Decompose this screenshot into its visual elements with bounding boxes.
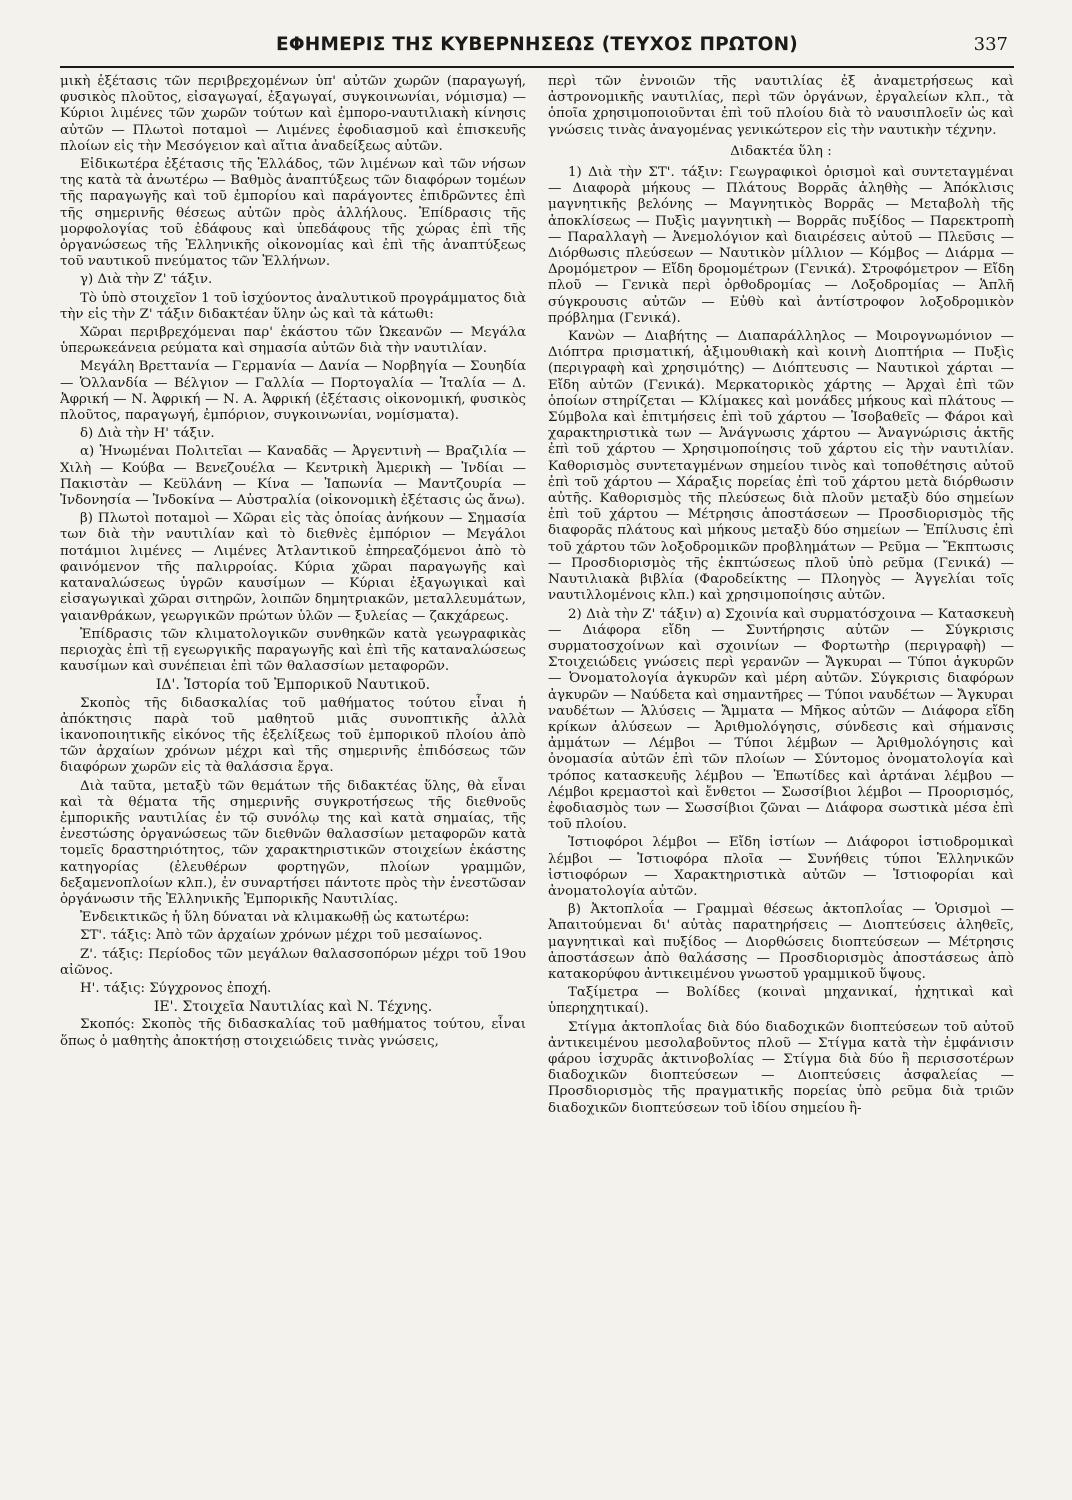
paragraph: Μεγάλη Βρεττανία — Γερμανία — Δανία — Νορβηγία — Σουηδία — Ὁλλανδία — Βέλγιον — Γαλλία — Πορτογαλία — Ἰταλία — Δ. Ἀφρική — Ν. Ἀφρική — Ν. Α. Ἀφρική (ἐξέτασις οἰκονομική, φυσικὸς πλοῦτος, παραγωγή, ἐμπόριον, συγκοινωνίαι, νομίσματα).: [60, 359, 526, 424]
section-heading: ΙΔ'. Ἱστορία τοῦ Ἐμπορικοῦ Ναυτικοῦ.: [155, 677, 431, 694]
subheading: δ) Διὰ τὴν Η' τάξιν.: [80, 426, 215, 442]
page-header: [60, 34, 1014, 64]
paragraph: 2) Διὰ τὴν Ζ' τάξιν) α) Σχοινία καὶ συρματόσχοινα — Κατασκευὴ — Διάφορα εἴδη — Συντήρησις αὐτῶν — Σύγκρισις συρματοσχοίνων καὶ σχοινίων — Φορτωτὴρ (περιγραφὴ) — Στοιχειώδεις γνώσεις περὶ γερανῶν — Ἄγκυραι — Τύποι ἀγκυρῶν — Ὀνοματολογία ἀγκυρῶν καὶ μέρη αὐτῶν. Σύγκρισις διαφόρων ἀγκυρῶν — Ναύδετα καὶ σημαντῆρες — Τύποι ναυδέτων — Ἄγκυραι ναυδέτων — Ἁλύσεις — Ἄμματα — Μῆκος αὐτῶν — Διάφορα εἴδη κρίκων ἁλύσεων — Ἀριθμολόγησις, σύνδεσις καὶ σήμανσις ἀμμάτων — Λέμβοι — Τύποι λέμβων — Ἀριθμολόγησις καὶ ὀνομασία αὐτῶν ἐπὶ τῶν πλοίων — Σύντομος ὀνοματολογία καὶ τρόπος κατασκευῆς λέμβου — Ἐπωτίδες καὶ ἀρτάναι λέμβου — Λέμβοι κρεμαστοὶ καὶ ἔνθετοι — Σωσσίβιοι λέμβοι — Προορισμός, ἐφοδιασμὸς των — Σωσσίβιοι ζῶναι — Διάφορα σωστικὰ μέσα ἐπὶ τοῦ πλοίου.: [548, 606, 1014, 833]
paragraph: ΣΤ'. τάξις: Ἀπὸ τῶν ἀρχαίων χρόνων μέχρι τοῦ μεσαίωνος.: [80, 928, 483, 944]
paragraph: Ταξίμετρα — Βολίδες (κοιναὶ μηχανικαί, ἠχητικαὶ καὶ ὑπερηχητικαί).: [548, 985, 1014, 1017]
paragraph: β) Ἀκτοπλοΐα — Γραμμαὶ θέσεως ἀκτοπλοΐας — Ὁρισμοὶ — Ἀπαιτούμεναι δι' αὐτὰς παρατηρήσεις — Διοπτεύσεις ἀληθεῖς, μαγνητικαὶ καὶ πυξίδος — Διορθώσεις διοπτεύσεων — Μέτρησις ἀποστάσεων ἀπὸ θαλάσσης — Προσδιορισμὸς ἀποστάσεως ἀπὸ κατακορύφου ἀντικειμένου γνωστοῦ γραμμικοῦ ὕψους.: [548, 902, 1014, 982]
paragraph: Κανὼν — Διαβήτης — Διαπαράλληλος — Μοιρογνωμόνιον — Διόπτρα πρισματική, ἀξιμουθιακὴ καὶ κοινὴ Διοπτήρια — Πυξὶς (περιγραφὴ καὶ χρησιμότης) — Διόπτευσις — Ναυτικοὶ χάρται — Εἴδη αὐτῶν (Γενικά). Μερκατορικὸς χάρτης — Ἀρχαὶ ἐπὶ τῶν ὁποίων στηρίζεται — Κλίμακες καὶ μονάδες μήκους καὶ πλάτους — Σύμβολα καὶ ἐπιτμήσεις ἐπὶ τοῦ χάρτου — Ἰσοβαθεῖς — Φάροι καὶ χαρακτηριστικὰ των — Ἀνάγνωσις χάρτου — Ἀναγνώρισις ἀκτῆς ἐπὶ τοῦ χάρτου — Χρησιμοποίησις τοῦ χάρτου εἰς τὴν ναυτιλίαν. Καθορισμὸς συντεταγμένων σημείου τινὸς καὶ τοποθέτησις αὐτοῦ ἐπὶ τοῦ χάρτου — Χάραξις πορείας ἐπὶ τοῦ χάρτου μετὰ διόρθωσιν αὐτῆς. Καθορισμὸς τῆς πλεύσεως διὰ πλοῦν μεταξὺ δύο σημείων ἐπὶ τοῦ χάρτου — Μέτρησις ἀποστάσεων — Προσδιορισμὸς τῆς διαφορᾶς πλάτους καὶ μήκους μεταξὺ δύο σημείων — Ἐπίλυσις ἐπὶ τοῦ χάρτου τῶν λοξοδρομικῶν προβλημάτων — Ρεῦμα — Ἔκπτωσις — Προσδιορισμὸς τῆς ἐκπτώσεως πλοῦ ὑπὸ ρεῦμα (Γενικά) — Ναυτιλιακὰ βιβλία (Φαροδείκτης — Πλοηγὸς — Ἀγγελίαι τοῖς ναυτιλλομένοις κλπ.) καὶ χρησιμοποίησις αὐτῶν.: [548, 329, 1014, 604]
subheading: Διδακτέα ὕλη :: [730, 143, 832, 159]
paragraph: Τὸ ὑπὸ στοιχεῖον 1 τοῦ ἰσχύοντος ἀναλυτικοῦ προγράμματος διὰ τὴν εἰς τὴν Ζ' τάξιν διδακτέαν ὕλην ὡς καὶ τὰ κάτωθι:: [60, 290, 526, 322]
paragraph: Σκοπός: Σκοπὸς τῆς διδασκαλίας τοῦ μαθήματος τούτου, εἶναι ὅπως ὁ μαθητὴς ἀποκτήσῃ στοιχειώδεις τινὰς γνώσεις,: [60, 1017, 526, 1049]
paragraph: Εἰδικωτέρα ἐξέτασις τῆς Ἑλλάδος, τῶν λιμένων καὶ τῶν νήσων της κατὰ τὰ ἀνωτέρω — Βαθμὸς ἀναπτύξεως τῶν διαφόρων τομέων τῆς παραγωγῆς καὶ τοῦ ἐμπορίου καὶ παράγοντες ἐπιδρῶντες ἐπὶ τῆς σημερινῆς θέσεως αὐτῶν πρὸς ἀλλήλους. Ἐπίδρασις τῆς μορφολογίας τοῦ ἐδάφους καὶ ὑπεδάφους τῆς χώρας ἐπὶ τῆς ὀργανώσεως τῆς Ἑλληνικῆς οἰκονομίας καὶ ἐπὶ τῆς ἀναπτύξεως τοῦ ναυτικοῦ πνεύματος τῶν Ἑλλήνων.: [60, 157, 526, 270]
subheading: γ) Διὰ τὴν Ζ' τάξιν.: [80, 272, 213, 288]
paragraph: Ζ'. τάξις: Περίοδος τῶν μεγάλων θαλασσοπόρων μέχρι τοῦ 19ου αἰῶνος.: [60, 946, 526, 978]
paragraph: Στίγμα ἀκτοπλοΐας διὰ δύο διαδοχικῶν διοπτεύσεων τοῦ αὐτοῦ ἀντικειμένου μεσολαβοῦντος πλοῦ — Στίγμα κατὰ τὴν ἐμφάνισιν φάρου ἰσχυρᾶς ἀκτινοβολίας — Στίγμα διὰ δύο ἢ περισσοτέρων διαδοχικῶν διοπτεύσεων — Διοπτεύσεις ἀσφαλείας — Προσδιορισμὸς τῆς πραγματικῆς πορείας ὑπὸ ρεῦμα διὰ τριῶν διαδοχικῶν διοπτεύσεων τοῦ ἰδίου σημείου ἢ-: [548, 1019, 1014, 1116]
gazette-title: ΕΦΗΜΕΡΙΣ ΤΗΣ ΚΥΒΕΡΝΗΣΕΩΣ (ΤΕΥΧΟΣ ΠΡΩΤΟΝ): [276, 34, 798, 55]
paragraph: Σκοπὸς τῆς διδασκαλίας τοῦ μαθήματος τούτου εἶναι ἡ ἀπόκτησις παρὰ τοῦ μαθητοῦ μιᾶς συνοπτικῆς ἀλλὰ ἱκανοποιητικῆς εἰκόνος τῆς ἐξελίξεως τοῦ ἐμπορικοῦ πλοίου ἀπὸ τῶν ἀρχαίων χρόνων μέχρι καὶ τῆς σημερινῆς ἐπιδόσεως τῶν διαφόρων χωρῶν εἰς τὰ θαλάσσια ἔργα.: [60, 695, 526, 776]
paragraph: περὶ τῶν ἐννοιῶν τῆς ναυτιλίας ἐξ ἀναμετρήσεως καὶ ἀστρονομικῆς ναυτιλίας, περὶ τῶν ὀργάνων, ἐργαλείων κλπ., τὰ ὁποῖα χρησιμοποιοῦνται ἐπὶ τοῦ πλοίου διὰ τὸ ναυσιπλοεῖν ὡς καὶ γνώσεις τινὰς ἀναγομένας γενικώτερον εἰς τὴν ναυτικὴν τέχνην.: [548, 74, 1014, 138]
paragraph: μικὴ ἐξέτασις τῶν περιβρεχομένων ὑπ' αὐτῶν χωρῶν (παραγωγή, φυσικὸς πλοῦτος, εἰσαγωγαί, ἐξαγωγαί, συγκοινωνίαι, νόμισμα) — Κύριοι λιμένες τῶν χωρῶν τούτων καὶ ἐμπορο-ναυτιλιακὴ κίνησις αὐτῶν — Πλωτοὶ ποταμοὶ — Λιμένες ἐφοδιασμοῦ καὶ ἐπισκευῆς πλοίων εἰς τὴν Μεσόγειον καὶ αἴτια ἀναδείξεως αὐτῶν.: [60, 74, 526, 154]
paragraph: β) Πλωτοὶ ποταμοὶ — Χῶραι εἰς τὰς ὁποίας ἀνήκουν — Σημασία των διὰ τὴν ναυτιλίαν καὶ τὸ διεθνὲς ἐμπόριον — Μεγάλοι ποτάμιοι λιμένες — Λιμένες Ἀτλαντικοῦ ἐπηρεαζόμενοι ἀπὸ τὸ φαινόμενον τῆς παλιρροίας. Κύρια χῶραι παραγωγῆς καὶ καταναλώσεως ὑγρῶν καυσίμων — Κύριαι ἐξαγωγικαὶ καὶ εἰσαγωγικαὶ χῶραι σιτηρῶν, λοιπῶν δημητριακῶν, μεταλλευμάτων, γαιανθράκων, γεωργικῶν πρώτων ὑλῶν — ξυλείας — ζακχάρεως.: [60, 511, 526, 624]
section-heading: ΙΕ'. Στοιχεῖα Ναυτιλίας καὶ Ν. Τέχνης.: [153, 999, 433, 1016]
paragraph: 1) Διὰ τὴν ΣΤ'. τάξιν: Γεωγραφικοὶ ὁρισμοὶ καὶ συντεταγμέναι — Διαφορὰ μήκους — Πλάτους Βορρᾶς ἀληθὴς — Ἀπόκλισις μαγνητικῆς βελόνης — Μαγνητικὸς Βορρᾶς — Μεταβολὴ τῆς ἀποκλίσεως — Πυξὶς μαγνητικὴ — Βορρᾶς πυξίδος — Παρεκτροπὴ — Παραλλαγὴ — Ἀνεμολόγιον καὶ διαιρέσεις αὐτοῦ — Πλεῦσις — Διόρθωσις πλεύσεων — Ναυτικὸν μίλλιον — Κόμβος — Διάρμα — Δρομόμετρον — Εἴδη δρομομέτρων (Γενικά). Στροφόμετρον — Εἴδη πλοῦ — Γενικὰ περὶ ὀρθοδρομίας — Λοξοδρομίας — Ἁπλῆ σύγκρουσις αὐτῶν — Εὐθὺ καὶ ἀντίστροφον λοξοδρομικὸν πρόβλημα (Γενικά).: [548, 165, 1014, 326]
paragraph: Ἐπίδρασις τῶν κλιματολογικῶν συνθηκῶν κατὰ γεωγραφικὰς περιοχὰς ἐπὶ τῇ εγεωργικῆς παραγωγῆς καὶ ἐπὶ τῆς καταναλώσεως καυσίμων καὶ συνέπειαι ἐπὶ τῶν θαλασσίων μεταφορῶν.: [60, 626, 526, 675]
paragraph: Ἱστιοφόροι λέμβοι — Εἴδη ἱστίων — Διάφοροι ἱστιοδρομικαὶ λέμβοι — Ἱστιοφόρα πλοῖα — Συνήθεις τύποι Ἑλληνικῶν ἱστιοφόρων — Χαρακτηριστικὰ αὐτῶν — Ἱστιοφορίαι καὶ ἀνοματολογία αὐτῶν.: [548, 835, 1014, 899]
right-column: [548, 74, 1014, 1494]
paragraph: Χῶραι περιβρεχόμεναι παρ' ἑκάστου τῶν Ὠκεανῶν — Μεγάλα ὑπερωκεάνεια ρεύματα καὶ σημασία αὐτῶν διὰ τὴν ναυτιλίαν.: [60, 325, 526, 357]
two-column-body: [60, 74, 1014, 1494]
paragraph: α) Ἡνωμέναι Πολιτεῖαι — Καναδᾶς — Ἀργεντινὴ — Βραζιλία — Χιλὴ — Κούβα — Βενεζουέλα — Κεντρικὴ Ἀμερικὴ — Ἰνδίαι — Πακιστὰν — Κεϋλάνη — Κίνα — Ἰαπωνία — Μαντζουρία — Ἰνδονησία — Ἰνδοκίνα — Αὐστραλία (οἰκονομικὴ ἐξέτασις ὡς ἄνω).: [60, 444, 526, 509]
paragraph: Ἐνδεικτικῶς ἡ ὕλη δύναται νὰ κλιμακωθῇ ὡς κατωτέρω:: [80, 910, 470, 926]
left-column: [60, 74, 526, 1494]
header-rule: [60, 66, 1014, 68]
paragraph: Η'. τάξις: Σύγχρονος ἐποχή.: [80, 980, 272, 996]
paragraph: Διὰ ταῦτα, μεταξὺ τῶν θεμάτων τῆς διδακτέας ὕλης, θὰ εἶναι καὶ τὰ θέματα τῆς σημερινῆς συγκροτήσεως τῆς διεθνοῦς ἐμπορικῆς ναυτιλίας ἐν τῷ συνόλῳ της καὶ κατὰ σημαίας, τῆς ἐνεστώσης ὀργανώσεως τῶν διεθνῶν θαλασσίων μεταφορῶν κατὰ τομεῖς δραστηριότητος, τῶν χαρακτηριστικῶν στοιχείων ἑκάστης κατηγορίας (ἐλευθέρων φορτηγῶν, πλοίων γραμμῶν, δεξαμενοπλοίων κλπ.), ἐν συναρτήσει πάντοτε πρὸς τὴν ἐνεστῶσαν ὀργάνωσιν τῆς Ἑλληνικῆς Ἐμπορικῆς Ναυτιλίας.: [60, 778, 526, 907]
page-number: 337: [973, 34, 1008, 55]
